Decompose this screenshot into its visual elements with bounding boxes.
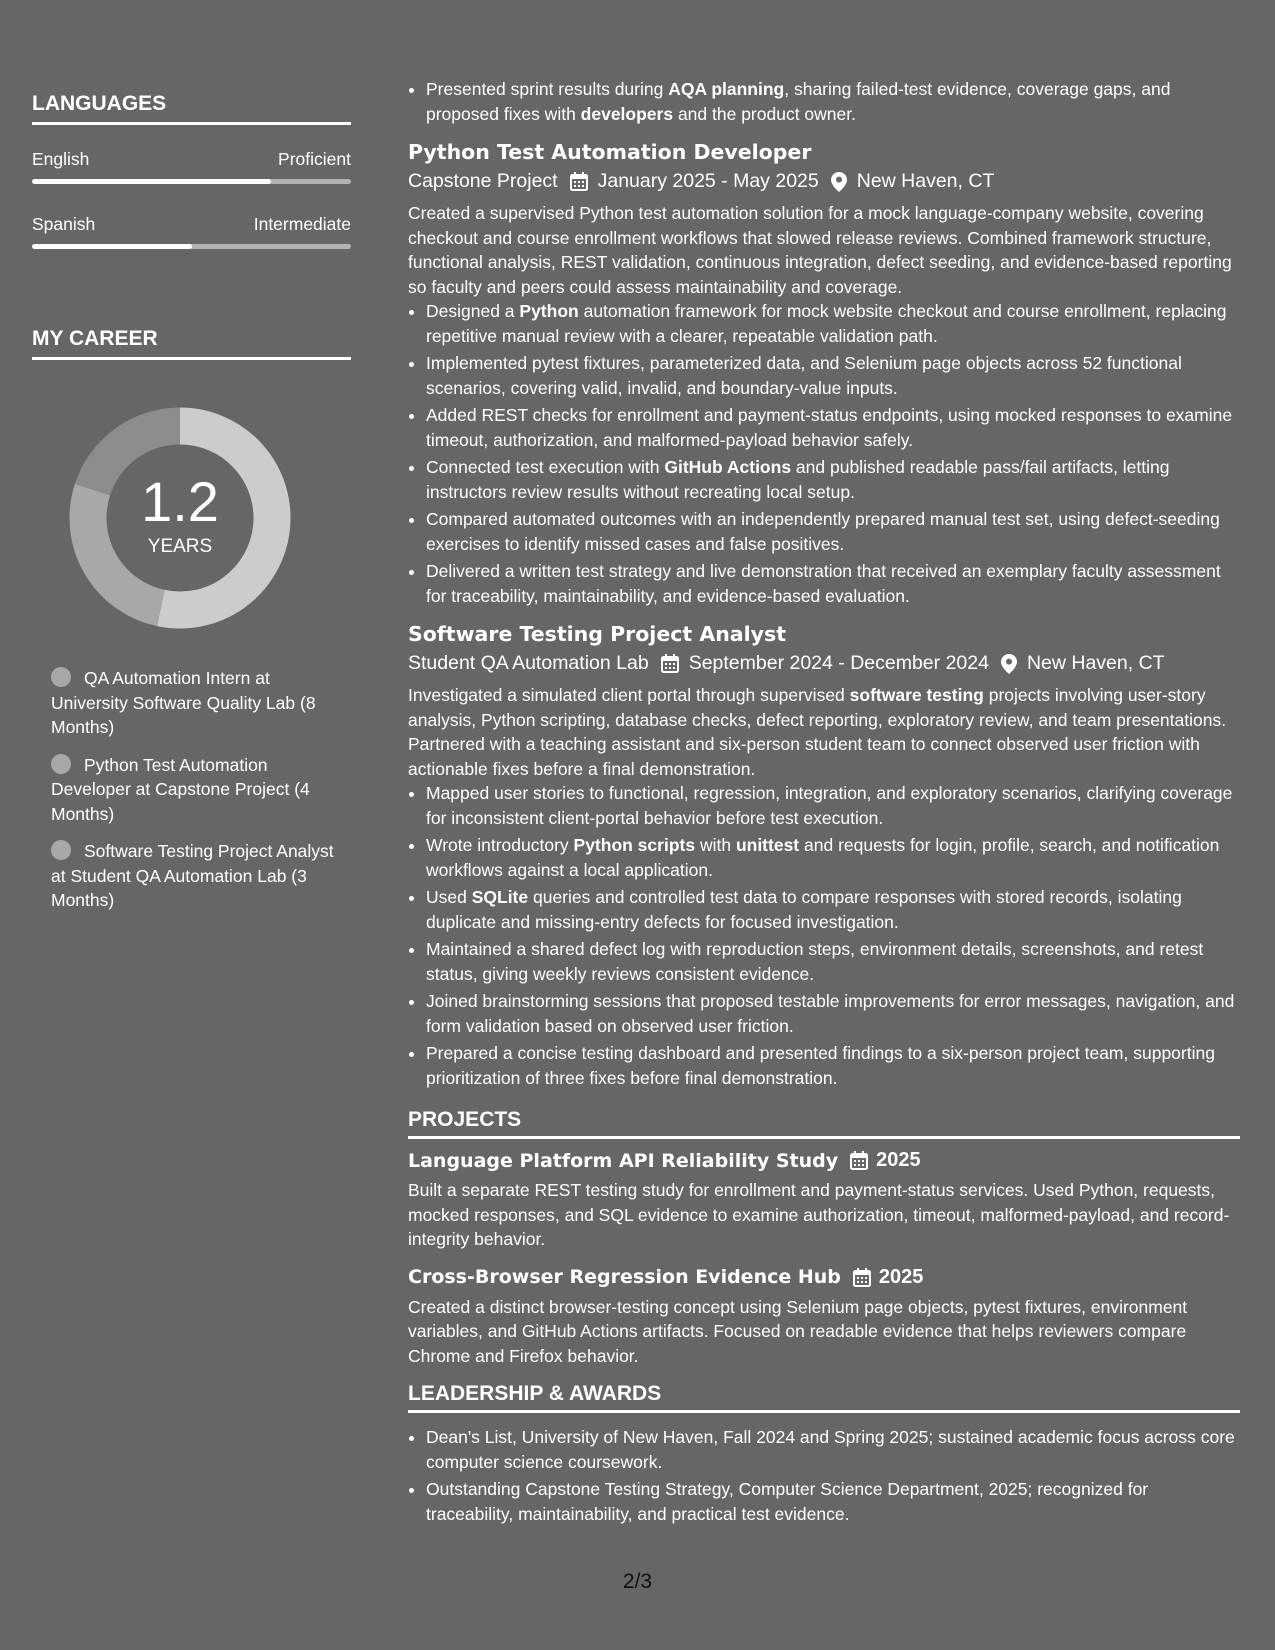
job-location: New Haven, CT xyxy=(856,170,995,192)
job-summary: Created a supervised Python test automation solution for a mock language-company website, covering checkout and course enrollment workflows that slowed release reviews. Combined framework structure, functional analysis, REST validation, continuous integration, defect seeding, and evidence-based reporting so faculty and peers could assess maintainability and coverage. xyxy=(408,203,1232,297)
career-item xyxy=(51,839,343,913)
bullet-item xyxy=(426,455,1240,504)
language-name: Spanish xyxy=(32,214,96,234)
job-dates: September 2024 - December 2024 xyxy=(688,652,989,674)
bullet-item: • Joined brainstorming sessions that proposed testable improvements for error messages, navigation, and form validation based on observed user friction. xyxy=(426,989,1240,1038)
bullet-keyword: AQA planning xyxy=(668,79,785,99)
projects-heading: PROJECTS xyxy=(408,1108,1240,1139)
summary-keyword: software testing xyxy=(849,685,984,705)
bullet-text: Connected test execution with xyxy=(426,457,665,477)
job-dates: January 2025 - May 2025 xyxy=(597,170,819,192)
bullet-item: • Prepared a concise testing dashboard and presented findings to a six-person project team, supporting prioritization of three fixes before final demonstration. xyxy=(426,1041,1240,1090)
bullet-item xyxy=(426,77,1240,126)
bullet-keyword: SQLite xyxy=(471,887,529,907)
job-organization: Student QA Automation Lab xyxy=(408,652,649,674)
bullet-text: with xyxy=(695,835,736,855)
bullet-item: • Compared automated outcomes with an independently prepared manual test set, using defect-seeding exercises to identify missed cases and false positives. xyxy=(426,507,1240,556)
language-item xyxy=(32,149,351,184)
language-level: Proficient xyxy=(278,149,351,169)
bullet-text: Designed a xyxy=(426,301,520,321)
project-description: Built a separate REST testing study for enrollment and payment-status services. Used Python, requests, mocked responses, and SQL evidence to examine authorization, timeout, malformed-payload, and record-integrity behavior. xyxy=(408,1180,1230,1249)
summary-text: projects involving user-story analysis, Python scripting, database checks, defect reporting, exploratory review, and team presentations. Partnered with a teaching assistant and six-person student team to connect observed user friction with actionable fixes before a final demonstration. xyxy=(408,685,1227,779)
bullet-item: • Delivered a written test strategy and live demonstration that received an exemplary faculty assessment for traceability, maintainability, and evidence-based evaluation. xyxy=(426,559,1240,608)
project-title: Language Platform API Reliability Study xyxy=(408,1149,839,1172)
job-entry xyxy=(408,140,1240,608)
bullet-text: queries and controlled test data to compare responses with stored records, isolating duplicate and missing-entry defects for focused investigation. xyxy=(426,887,1182,932)
calendar-icon xyxy=(570,172,588,191)
career-bullet-dot xyxy=(51,840,71,860)
bullet-item: • Mapped user stories to functional, regression, integration, and exploratory scenarios, clarifying coverage for inconsistent client-portal behavior before test execution. xyxy=(426,781,1240,830)
sidebar xyxy=(32,92,351,926)
leadership-heading: LEADERSHIP & AWARDS xyxy=(408,1382,1240,1413)
project-title: Cross-Browser Regression Evidence Hub xyxy=(408,1266,841,1288)
job-bullets xyxy=(408,781,1240,1090)
job-title: Python Test Automation Developer xyxy=(408,140,812,164)
job-title: Software Testing Project Analyst xyxy=(408,622,787,646)
project-description: Created a distinct browser-testing concept using Selenium page objects, pytest fixtures, environment variables, and GitHub Actions artifacts. Focused on readable evidence that helps reviewers compare Chrome and Firefox behavior. xyxy=(408,1296,1188,1366)
language-proficiency-bar xyxy=(32,179,351,184)
bullet-text: and requests for login, profile, search, and notification workflows against a local application. xyxy=(426,835,1220,880)
career-years-unit: YEARS xyxy=(147,536,213,557)
bullet-text: Presented sprint results during xyxy=(426,79,669,99)
bullet-keyword: unittest xyxy=(735,835,800,855)
career-item xyxy=(51,753,343,827)
career-heading: MY CAREER xyxy=(32,327,351,360)
bullet-keyword: GitHub Actions xyxy=(664,457,792,477)
award-item: • Dean's List, University of New Haven, Fall 2024 and Spring 2025; sustained academic focus across core computer science coursework. xyxy=(426,1425,1240,1474)
bullet-keyword: Python xyxy=(519,301,579,321)
job-meta xyxy=(408,652,1240,675)
job-bullets xyxy=(408,299,1240,608)
job-location: New Haven, CT xyxy=(1026,652,1165,674)
calendar-icon xyxy=(661,654,679,673)
language-proficiency-fill xyxy=(32,244,192,249)
career-bullet-dot xyxy=(51,754,71,774)
project-year: 2025 xyxy=(876,1149,921,1171)
career-bullet-dot xyxy=(51,667,71,687)
career-item-text: Software Testing Project Analyst at Student QA Automation Lab (3 Months) xyxy=(51,841,334,910)
bullet-text: , sharing failed-test evidence, coverage gaps, and proposed fixes with xyxy=(426,79,1171,124)
bullet-item: • Implemented pytest fixtures, parameterized data, and Selenium page objects across 52 functional scenarios, covering valid, invalid, and boundary-value inputs. xyxy=(426,351,1240,400)
map-pin-icon xyxy=(831,172,847,192)
language-level: Intermediate xyxy=(253,214,351,234)
career-item xyxy=(51,666,343,740)
job-summary xyxy=(408,683,1240,781)
calendar-icon xyxy=(853,1268,871,1287)
language-name: English xyxy=(32,149,90,169)
bullet-item xyxy=(426,833,1240,882)
career-donut-chart xyxy=(66,404,294,632)
bullet-text: Wrote introductory xyxy=(426,835,574,855)
bullet-item xyxy=(426,299,1240,348)
career-list xyxy=(51,666,343,913)
main-content xyxy=(408,77,1240,1529)
project-entry xyxy=(408,1266,1240,1369)
project-entry xyxy=(408,1149,1240,1252)
language-proficiency-fill xyxy=(32,179,271,184)
language-proficiency-bar xyxy=(32,244,351,249)
job-organization: Capstone Project xyxy=(408,170,558,192)
career-item-text: QA Automation Intern at University Software Quality Lab (8 Months) xyxy=(51,668,316,737)
bullet-text: and the product owner. xyxy=(673,103,856,124)
languages-heading: LANGUAGES xyxy=(32,92,351,125)
bullet-text: automation framework for mock website checkout and course enrollment, replacing repetitive manual review with a clearer, repeatable validation path. xyxy=(426,301,1227,346)
calendar-icon xyxy=(850,1151,868,1170)
career-item-text: Python Test Automation Developer at Capstone Project (4 Months) xyxy=(51,754,310,824)
awards-list xyxy=(408,1425,1240,1526)
summary-text: Investigated a simulated client portal through supervised xyxy=(408,685,850,705)
award-item: • Outstanding Capstone Testing Strategy, Computer Science Department, 2025; recognized for traceability, maintainability, and practical test evidence. xyxy=(426,1477,1240,1526)
career-years-value: 1.2 xyxy=(141,470,219,533)
bullet-keyword: Python scripts xyxy=(573,835,696,855)
map-pin-icon xyxy=(1001,654,1017,674)
previous-job-bullets xyxy=(408,77,1240,126)
page-number: 2/3 xyxy=(622,1570,653,1593)
bullet-keyword: developers xyxy=(580,103,674,124)
language-item xyxy=(32,214,351,249)
job-meta xyxy=(408,170,1240,193)
job-entry xyxy=(408,622,1240,1090)
bullet-text: and published readable pass/fail artifacts, letting instructors review results without recreating local setup. xyxy=(426,457,1170,502)
project-year: 2025 xyxy=(878,1265,924,1288)
bullet-item: • Maintained a shared defect log with reproduction steps, environment details, screenshots, and retest status, giving weekly reviews consistent evidence. xyxy=(426,937,1240,986)
bullet-text: Used xyxy=(426,887,472,907)
bullet-item xyxy=(426,885,1240,934)
bullet-item: • Added REST checks for enrollment and payment-status endpoints, using mocked responses to examine timeout, authorization, and malformed-payload behavior safely. xyxy=(426,403,1240,452)
